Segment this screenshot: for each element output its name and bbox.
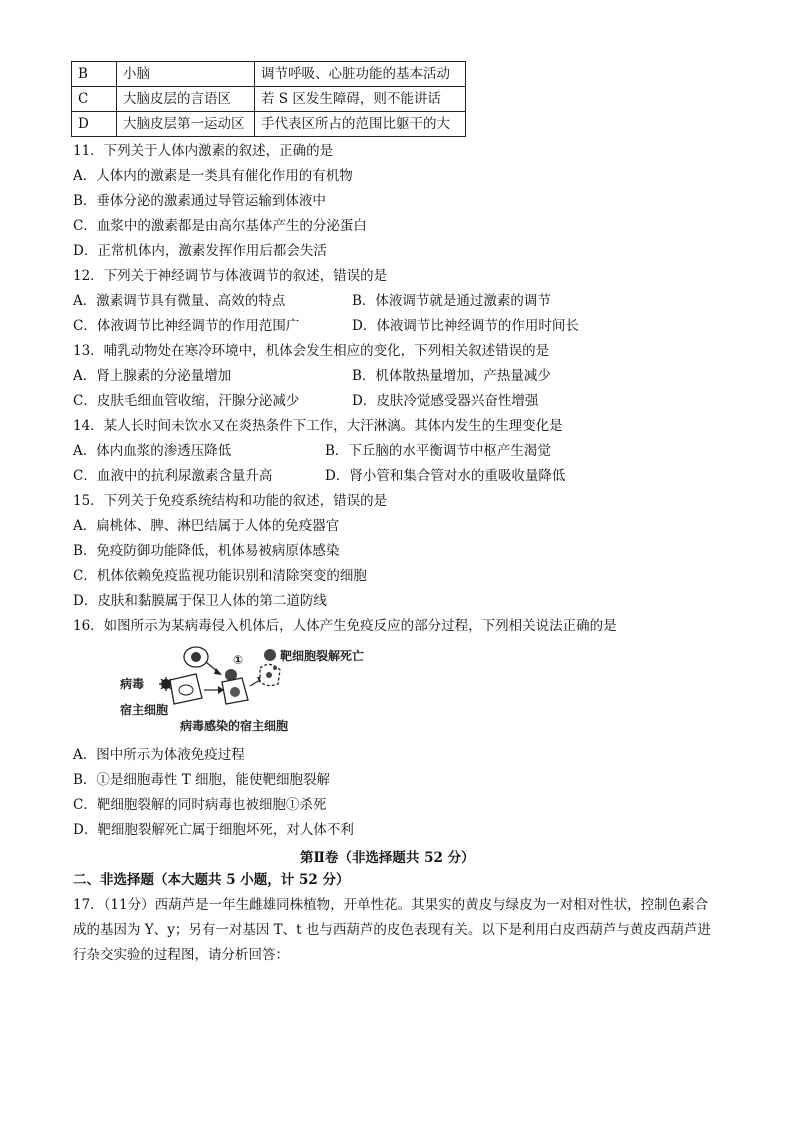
question-11-option-d: D．正常机体内，激素发挥作用后都会失活 xyxy=(73,243,327,259)
table-cell-letter: C xyxy=(72,87,117,112)
question-16-option-c: C．靶细胞裂解的同时病毒也被细胞①杀死 xyxy=(73,797,327,813)
marker-1-label: ① xyxy=(233,653,244,667)
table-cell-function: 若 S 区发生障碍，则不能讲话 xyxy=(255,87,466,112)
question-15-option-b: B．免疫防御功能降低，机体易被病原体感染 xyxy=(73,543,340,559)
question-17-line-3: 行杂交实验的过程图，请分析回答： xyxy=(73,947,289,963)
options-table xyxy=(71,61,466,137)
question-11-option-a: A．人体内的激素是一类具有催化作用的有机物 xyxy=(73,168,353,184)
question-13-option-a: A．肾上腺素的分泌量增加 xyxy=(73,368,232,384)
question-13-option-c: C．皮肤毛细血管收缩，汗腺分泌减少 xyxy=(73,393,300,409)
question-15-option-a: A．扁桃体、脾、淋巴结属于人体的免疫器官 xyxy=(73,518,340,534)
question-16-option-a: A．图中所示为体液免疫过程 xyxy=(73,747,245,763)
section-2-title: 二、非选择题（本大题共 5 小题，计 52 分） xyxy=(73,872,350,888)
question-14-stem: 14．某人长时间未饮水又在炎热条件下工作，大汗淋漓。其体内发生的生理变化是 xyxy=(73,418,563,434)
question-16-option-d: D．靶细胞裂解死亡属于细胞坏死，对人体不利 xyxy=(73,822,354,838)
infected-host-cell-icon xyxy=(222,678,248,704)
question-14-option-c: C．血液中的抗利尿激素含量升高 xyxy=(73,468,273,484)
table-cell-letter: B xyxy=(72,62,117,87)
table-cell-letter: D xyxy=(72,112,117,137)
table-cell-structure: 大脑皮层第一运动区 xyxy=(117,112,255,137)
question-17-line-1: 17．（11分）西葫芦是一年生雌雄同株植物，开单性花。其果实的黄皮与绿皮为一对相对性状，控制色素合 xyxy=(73,897,709,913)
question-17-line-2: 成的基因为 Y、y；另有一对基因 T、t 也与西葫芦的皮色表现有关。以下是利用白皮西葫芦与黄皮西葫芦进 xyxy=(73,922,711,938)
question-11-option-b: B．垂体分泌的激素通过导管运输到体液中 xyxy=(73,193,326,209)
question-15-stem: 15．下列关于免疫系统结构和功能的叙述，错误的是 xyxy=(73,493,388,509)
table-row xyxy=(72,112,466,137)
table-row xyxy=(72,62,466,87)
question-15-option-c: C．机体依赖免疫监视功能识别和清除突变的细胞 xyxy=(73,568,367,584)
host-cell-label: 宿主细胞 xyxy=(120,703,169,717)
table-cell-function: 手代表区所占的范围比躯干的大 xyxy=(255,112,466,137)
question-13-option-d: D．皮肤冷觉感受器兴奋性增强 xyxy=(352,393,539,409)
question-14-option-d: D．肾小管和集合管对水的重吸收量降低 xyxy=(325,468,566,484)
lysis-label: 靶细胞裂解死亡 xyxy=(280,649,365,663)
question-12-option-c: C．体液调节比神经调节的作用范围广 xyxy=(73,318,300,334)
immune-process-figure xyxy=(110,642,370,734)
infected-cell-label: 病毒感染的宿主细胞 xyxy=(180,719,289,733)
question-12-option-b: B．体液调节就是通过激素的调节 xyxy=(352,293,551,309)
table-row xyxy=(72,87,466,112)
part-2-title: 第Ⅱ卷（非选择题共 52 分） xyxy=(300,850,475,866)
lysed-cell-icon xyxy=(260,649,280,686)
host-cell-icon xyxy=(170,674,202,704)
question-16-option-b: B．①是细胞毒性 T 细胞，能使靶细胞裂解 xyxy=(73,772,331,788)
question-13-stem: 13．哺乳动物处在寒冷环境中，机体会发生相应的变化，下列相关叙述错误的是 xyxy=(73,343,550,359)
virus-label: 病毒 xyxy=(120,677,145,691)
question-12-stem: 12．下列关于神经调节与体液调节的叙述，错误的是 xyxy=(73,268,388,284)
question-15-option-d: D．皮肤和黏膜属于保卫人体的第二道防线 xyxy=(73,593,327,609)
t-cell-icon xyxy=(184,647,208,667)
table-cell-structure: 小脑 xyxy=(117,62,255,87)
question-11-stem: 11．下列关于人体内激素的叙述，正确的是 xyxy=(73,143,334,159)
question-14-option-a: A．体内血浆的渗透压降低 xyxy=(73,443,232,459)
question-12-option-a: A．激素调节具有微量、高效的特点 xyxy=(73,293,286,309)
question-16-stem: 16．如图所示为某病毒侵入机体后，人体产生免疫反应的部分过程，下列相关说法正确的是 xyxy=(73,618,617,634)
question-11-option-c: C．血浆中的激素都是由高尔基体产生的分泌蛋白 xyxy=(73,218,367,234)
table-cell-structure: 大脑皮层的言语区 xyxy=(117,87,255,112)
question-13-option-b: B．机体散热量增加，产热量减少 xyxy=(352,368,551,384)
table-cell-function: 调节呼吸、心脏功能的基本活动 xyxy=(255,62,466,87)
question-12-option-d: D．体液调节比神经调节的作用时间长 xyxy=(352,318,579,334)
question-14-option-b: B．下丘脑的水平衡调节中枢产生渴觉 xyxy=(325,443,551,459)
